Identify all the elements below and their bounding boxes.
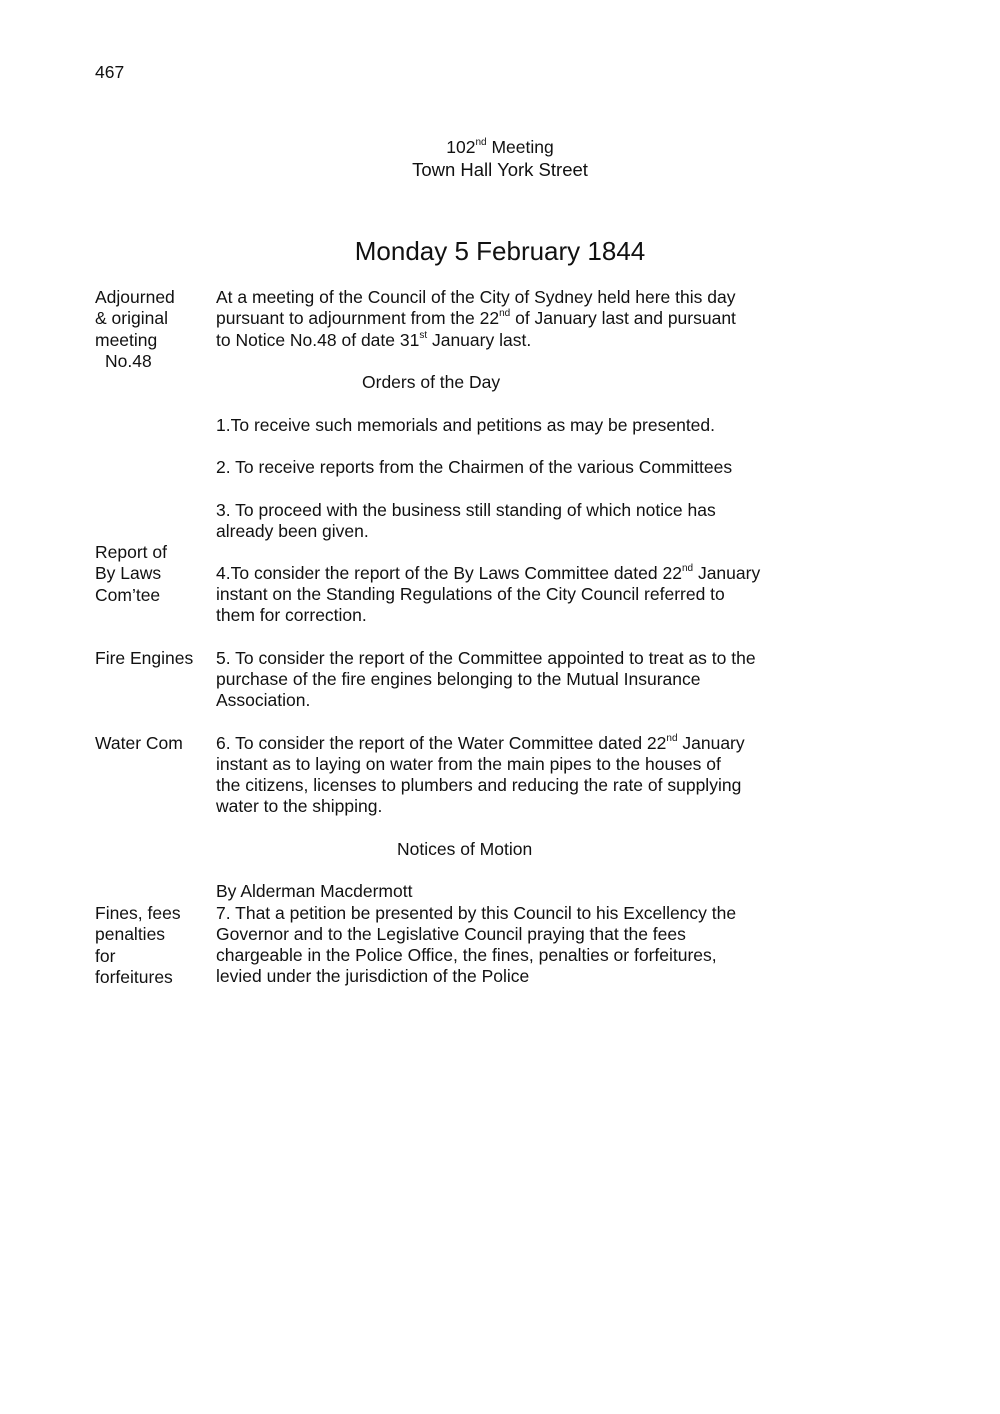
intro-line: to Notice No.48 of date 31st January last. (216, 330, 532, 350)
meeting-location: Town Hall York Street (412, 159, 588, 180)
order-item-6-line: the citizens, licenses to plumbers and reducing the rate of supplying (216, 775, 742, 795)
motion-line: 7. That a petition be presented by this Council to his Excellency the (216, 903, 737, 923)
margin-note-fire-engines: Fire Engines (95, 648, 194, 668)
margin-note-bylaws (95, 542, 210, 606)
margin-note-adjourned (95, 287, 210, 372)
intro-line: At a meeting of the Council of the City of Sydney held here this day (216, 287, 736, 307)
page-number: 467 (95, 62, 125, 82)
order-item-3-line: already been given. (216, 521, 369, 541)
order-item-3-line: 3. To proceed with the business still standing of which notice has (216, 500, 716, 520)
margin-note-line: By Laws (95, 563, 162, 584)
order-item-5-line: purchase of the fire engines belonging to the Mutual Insurance (216, 669, 701, 689)
margin-note-line: for (95, 945, 116, 966)
margin-note-line: forfeitures (95, 966, 173, 987)
order-item-5-line: 5. To consider the report of the Committee appointed to treat as to the (216, 648, 756, 668)
meeting-number-heading (0, 137, 1000, 158)
margin-note-line: Adjourned (95, 287, 175, 307)
order-item-6-line: instant as to laying on water from the main pipes to the houses of (216, 754, 721, 774)
margin-note-line: & original (95, 308, 168, 329)
motion-line: Governor and to the Legislative Council praying that the fees (216, 924, 686, 944)
motion-line: chargeable in the Police Office, the fines, penalties or forfeitures, (216, 945, 717, 965)
meeting-word: Meeting (486, 137, 554, 157)
order-item-1: 1.To receive such memorials and petitions as may be presented. (216, 415, 716, 435)
notices-heading: Notices of Motion (397, 839, 533, 859)
margin-note-line: Fines, fees (95, 903, 181, 923)
page-title: Monday 5 February 1844 (354, 236, 646, 266)
margin-note-water: Water Com (95, 733, 183, 753)
meeting-number-suffix: nd (475, 137, 487, 149)
margin-note-fines (95, 903, 210, 988)
order-item-4-line: 4.To consider the report of the By Laws Committee dated 22nd January (216, 563, 761, 583)
margin-note-line: Report of (95, 542, 167, 562)
order-item-6-line: water to the shipping. (216, 796, 383, 816)
order-item-6-line: 6. To consider the report of the Water Committee dated 22nd January (216, 733, 745, 753)
margin-note-line: meeting (95, 329, 158, 350)
order-item-5-line: Association. (216, 690, 311, 710)
orders-heading: Orders of the Day (362, 372, 501, 392)
order-item-4-line: instant on the Standing Regulations of the City Council referred to (216, 584, 725, 604)
intro-line: pursuant to adjournment from the 22nd of January last and pursuant (216, 308, 736, 328)
motion-mover: By Alderman Macdermott (216, 881, 413, 901)
margin-note-line: penalties (95, 924, 166, 945)
margin-note-line: No.48 (105, 350, 152, 371)
order-item-4-line: them for correction. (216, 605, 367, 625)
motion-line: levied under the jurisdiction of the Police (216, 966, 530, 986)
order-item-2: 2. To receive reports from the Chairmen of the various Committees (216, 457, 733, 477)
margin-note-line: Com’tee (95, 584, 161, 605)
meeting-number: 102 (446, 137, 476, 157)
